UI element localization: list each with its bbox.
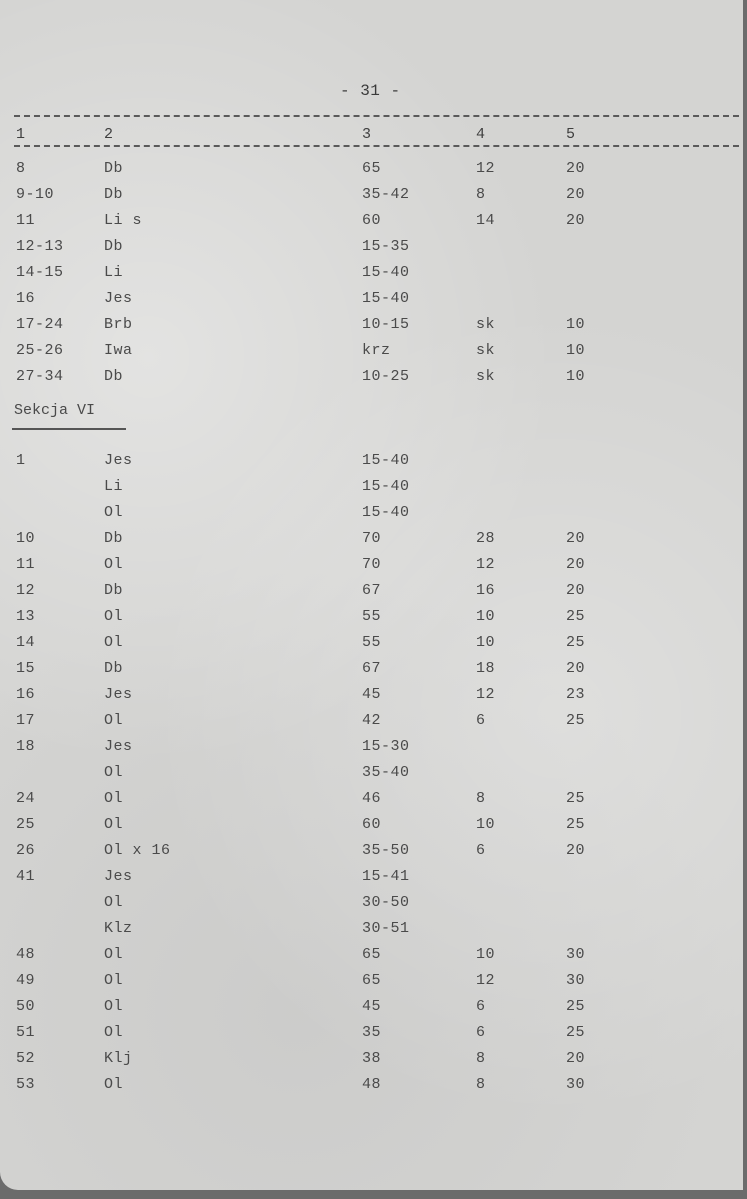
table-cell-col-3: 30-51 bbox=[362, 920, 410, 937]
table-row bbox=[0, 920, 743, 946]
table-cell-col-2: Li s bbox=[104, 212, 143, 229]
table-cell-col-3: 65 bbox=[362, 972, 382, 989]
table-cell-col-3: 42 bbox=[362, 712, 382, 729]
column-header-1: 1 bbox=[16, 126, 26, 143]
table-cell-col-3: 65 bbox=[362, 946, 382, 963]
table-cell-col-3: 15-40 bbox=[362, 290, 410, 307]
table-cell-col-4: sk bbox=[476, 368, 496, 385]
table-row bbox=[0, 998, 743, 1024]
table-cell-col-3: 45 bbox=[362, 686, 382, 703]
table-row bbox=[0, 608, 743, 634]
table-cell-col-3: 30-50 bbox=[362, 894, 410, 911]
table-cell-col-1: 41 bbox=[16, 868, 36, 885]
table-cell-col-2: Db bbox=[104, 530, 124, 547]
table-cell-col-3: 10-15 bbox=[362, 316, 410, 333]
table-row bbox=[0, 946, 743, 972]
table-cell-col-2: Db bbox=[104, 660, 124, 677]
table-cell-col-4: 12 bbox=[476, 556, 496, 573]
table-cell-col-1: 25-26 bbox=[16, 342, 64, 359]
table-cell-col-2: Iwa bbox=[104, 342, 133, 359]
table-row bbox=[0, 452, 743, 478]
table-cell-col-1: 11 bbox=[16, 212, 36, 229]
table-cell-col-4: 12 bbox=[476, 686, 496, 703]
table-cell-col-3: 65 bbox=[362, 160, 382, 177]
top-dashed-rule bbox=[14, 115, 739, 117]
table-row bbox=[0, 238, 743, 264]
table-cell-col-5: 20 bbox=[566, 186, 586, 203]
table-cell-col-3: krz bbox=[362, 342, 391, 359]
column-header-2: 2 bbox=[104, 126, 114, 143]
table-cell-col-1: 27-34 bbox=[16, 368, 64, 385]
table-cell-col-3: 55 bbox=[362, 608, 382, 625]
table-row bbox=[0, 582, 743, 608]
table-cell-col-5: 25 bbox=[566, 712, 586, 729]
table-cell-col-5: 30 bbox=[566, 972, 586, 989]
table-cell-col-1: 12 bbox=[16, 582, 36, 599]
table-cell-col-2: Ol bbox=[104, 634, 124, 651]
table-row bbox=[0, 816, 743, 842]
table-cell-col-2: Db bbox=[104, 238, 124, 255]
table-row bbox=[0, 712, 743, 738]
table-cell-col-1: 52 bbox=[16, 1050, 36, 1067]
table-cell-col-2: Ol bbox=[104, 972, 124, 989]
header-dashed-rule bbox=[14, 145, 739, 147]
table-cell-col-1: 18 bbox=[16, 738, 36, 755]
table-cell-col-2: Ol bbox=[104, 1024, 124, 1041]
column-header-4: 4 bbox=[476, 126, 486, 143]
table-row bbox=[0, 342, 743, 368]
table-cell-col-5: 30 bbox=[566, 946, 586, 963]
table-cell-col-2: Klj bbox=[104, 1050, 133, 1067]
table-row bbox=[0, 212, 743, 238]
table-cell-col-1: 49 bbox=[16, 972, 36, 989]
table-cell-col-5: 30 bbox=[566, 1076, 586, 1093]
table-cell-col-3: 10-25 bbox=[362, 368, 410, 385]
table-cell-col-4: 8 bbox=[476, 1050, 486, 1067]
table-cell-col-5: 25 bbox=[566, 1024, 586, 1041]
table-cell-col-3: 15-35 bbox=[362, 238, 410, 255]
table-cell-col-3: 48 bbox=[362, 1076, 382, 1093]
table-cell-col-5: 20 bbox=[566, 160, 586, 177]
table-cell-col-3: 70 bbox=[362, 556, 382, 573]
table-cell-col-3: 15-41 bbox=[362, 868, 410, 885]
table-cell-col-1: 14 bbox=[16, 634, 36, 651]
table-cell-col-3: 55 bbox=[362, 634, 382, 651]
table-cell-col-2: Db bbox=[104, 582, 124, 599]
table-cell-col-1: 9-10 bbox=[16, 186, 55, 203]
table-cell-col-4: 6 bbox=[476, 712, 486, 729]
table-cell-col-3: 35-42 bbox=[362, 186, 410, 203]
table-row bbox=[0, 738, 743, 764]
table-cell-col-2: Ol bbox=[104, 1076, 124, 1093]
table-row bbox=[0, 160, 743, 186]
table-cell-col-2: Ol bbox=[104, 504, 124, 521]
table-row bbox=[0, 972, 743, 998]
table-cell-col-2: Li bbox=[104, 478, 124, 495]
table-row bbox=[0, 290, 743, 316]
table-cell-col-1: 17-24 bbox=[16, 316, 64, 333]
section-title: Sekcja VI bbox=[14, 402, 96, 419]
table-cell-col-2: Ol bbox=[104, 764, 124, 781]
table-cell-col-4: 8 bbox=[476, 1076, 486, 1093]
table-row bbox=[0, 316, 743, 342]
table-row bbox=[0, 686, 743, 712]
table-cell-col-2: Ol bbox=[104, 816, 124, 833]
table-row bbox=[0, 764, 743, 790]
table-row bbox=[0, 368, 743, 394]
table-cell-col-2: Db bbox=[104, 186, 124, 203]
table-cell-col-2: Ol bbox=[104, 894, 124, 911]
table-cell-col-3: 60 bbox=[362, 816, 382, 833]
table-cell-col-2: Jes bbox=[104, 290, 133, 307]
table-row bbox=[0, 1076, 743, 1102]
table-cell-col-1: 8 bbox=[16, 160, 26, 177]
table-row bbox=[0, 556, 743, 582]
table-row bbox=[0, 1050, 743, 1076]
table-cell-col-3: 35-40 bbox=[362, 764, 410, 781]
table-cell-col-5: 20 bbox=[566, 556, 586, 573]
table-cell-col-2: Brb bbox=[104, 316, 133, 333]
table-cell-col-3: 35-50 bbox=[362, 842, 410, 859]
table-cell-col-1: 16 bbox=[16, 686, 36, 703]
table-cell-col-1: 24 bbox=[16, 790, 36, 807]
table-cell-col-2: Jes bbox=[104, 868, 133, 885]
column-header-3: 3 bbox=[362, 126, 372, 143]
table-cell-col-3: 15-40 bbox=[362, 452, 410, 469]
table-cell-col-3: 70 bbox=[362, 530, 382, 547]
table-cell-col-2: Ol bbox=[104, 608, 124, 625]
table-cell-col-5: 25 bbox=[566, 998, 586, 1015]
table-row bbox=[0, 530, 743, 556]
table-cell-col-3: 38 bbox=[362, 1050, 382, 1067]
table-cell-col-4: 6 bbox=[476, 842, 486, 859]
table-row bbox=[0, 478, 743, 504]
table-cell-col-4: sk bbox=[476, 316, 496, 333]
table-cell-col-1: 10 bbox=[16, 530, 36, 547]
table-cell-col-2: Jes bbox=[104, 686, 133, 703]
table-cell-col-2: Ol bbox=[104, 556, 124, 573]
table-cell-col-2: Db bbox=[104, 368, 124, 385]
table-cell-col-4: 10 bbox=[476, 608, 496, 625]
section-title-underline bbox=[12, 428, 126, 430]
table-row bbox=[0, 868, 743, 894]
table-cell-col-2: Klz bbox=[104, 920, 133, 937]
table-cell-col-4: 10 bbox=[476, 634, 496, 651]
table-cell-col-5: 25 bbox=[566, 634, 586, 651]
table-cell-col-1: 50 bbox=[16, 998, 36, 1015]
table-row bbox=[0, 1024, 743, 1050]
table-cell-col-4: 6 bbox=[476, 998, 486, 1015]
table-cell-col-2: Jes bbox=[104, 452, 133, 469]
table-cell-col-3: 60 bbox=[362, 212, 382, 229]
table-cell-col-4: 6 bbox=[476, 1024, 486, 1041]
table-row bbox=[0, 894, 743, 920]
table-cell-col-4: sk bbox=[476, 342, 496, 359]
page-number: - 31 - bbox=[340, 82, 401, 100]
table-cell-col-5: 10 bbox=[566, 342, 586, 359]
table-cell-col-1: 53 bbox=[16, 1076, 36, 1093]
table-cell-col-4: 18 bbox=[476, 660, 496, 677]
table-cell-col-4: 12 bbox=[476, 972, 496, 989]
table-cell-col-2: Ol x 16 bbox=[104, 842, 171, 859]
table-row bbox=[0, 634, 743, 660]
table-cell-col-5: 20 bbox=[566, 842, 586, 859]
table-cell-col-4: 16 bbox=[476, 582, 496, 599]
table-cell-col-5: 25 bbox=[566, 608, 586, 625]
table-cell-col-1: 14-15 bbox=[16, 264, 64, 281]
table-cell-col-3: 67 bbox=[362, 582, 382, 599]
table-cell-col-3: 67 bbox=[362, 660, 382, 677]
table-cell-col-1: 1 bbox=[16, 452, 26, 469]
table-cell-col-1: 48 bbox=[16, 946, 36, 963]
table-cell-col-5: 23 bbox=[566, 686, 586, 703]
table-cell-col-4: 14 bbox=[476, 212, 496, 229]
table-cell-col-2: Ol bbox=[104, 998, 124, 1015]
table-cell-col-1: 11 bbox=[16, 556, 36, 573]
table-row bbox=[0, 790, 743, 816]
table-cell-col-1: 13 bbox=[16, 608, 36, 625]
table-cell-col-2: Jes bbox=[104, 738, 133, 755]
table-cell-col-5: 20 bbox=[566, 530, 586, 547]
column-header-5: 5 bbox=[566, 126, 576, 143]
table-cell-col-2: Ol bbox=[104, 790, 124, 807]
table-cell-col-2: Db bbox=[104, 160, 124, 177]
table-cell-col-1: 17 bbox=[16, 712, 36, 729]
table-cell-col-3: 15-30 bbox=[362, 738, 410, 755]
table-cell-col-5: 20 bbox=[566, 1050, 586, 1067]
table-cell-col-5: 25 bbox=[566, 790, 586, 807]
table-row bbox=[0, 842, 743, 868]
table-cell-col-5: 20 bbox=[566, 660, 586, 677]
table-cell-col-4: 8 bbox=[476, 186, 486, 203]
table-cell-col-5: 10 bbox=[566, 368, 586, 385]
table-cell-col-1: 26 bbox=[16, 842, 36, 859]
table-cell-col-4: 12 bbox=[476, 160, 496, 177]
table-cell-col-3: 15-40 bbox=[362, 264, 410, 281]
table-cell-col-1: 12-13 bbox=[16, 238, 64, 255]
table-row bbox=[0, 504, 743, 530]
table-cell-col-3: 15-40 bbox=[362, 504, 410, 521]
table-row bbox=[0, 264, 743, 290]
table-cell-col-3: 35 bbox=[362, 1024, 382, 1041]
table-cell-col-1: 51 bbox=[16, 1024, 36, 1041]
table-cell-col-5: 20 bbox=[566, 582, 586, 599]
table-cell-col-5: 20 bbox=[566, 212, 586, 229]
table-cell-col-2: Ol bbox=[104, 946, 124, 963]
table-cell-col-4: 28 bbox=[476, 530, 496, 547]
table-cell-col-2: Li bbox=[104, 264, 124, 281]
table-cell-col-1: 16 bbox=[16, 290, 36, 307]
table-cell-col-5: 10 bbox=[566, 316, 586, 333]
table-cell-col-1: 25 bbox=[16, 816, 36, 833]
table-cell-col-1: 15 bbox=[16, 660, 36, 677]
table-cell-col-3: 15-40 bbox=[362, 478, 410, 495]
table-cell-col-2: Ol bbox=[104, 712, 124, 729]
table-cell-col-5: 25 bbox=[566, 816, 586, 833]
table-row bbox=[0, 186, 743, 212]
table-row bbox=[0, 660, 743, 686]
table-cell-col-3: 46 bbox=[362, 790, 382, 807]
table-cell-col-4: 10 bbox=[476, 946, 496, 963]
table-cell-col-4: 10 bbox=[476, 816, 496, 833]
table-cell-col-3: 45 bbox=[362, 998, 382, 1015]
table-cell-col-4: 8 bbox=[476, 790, 486, 807]
